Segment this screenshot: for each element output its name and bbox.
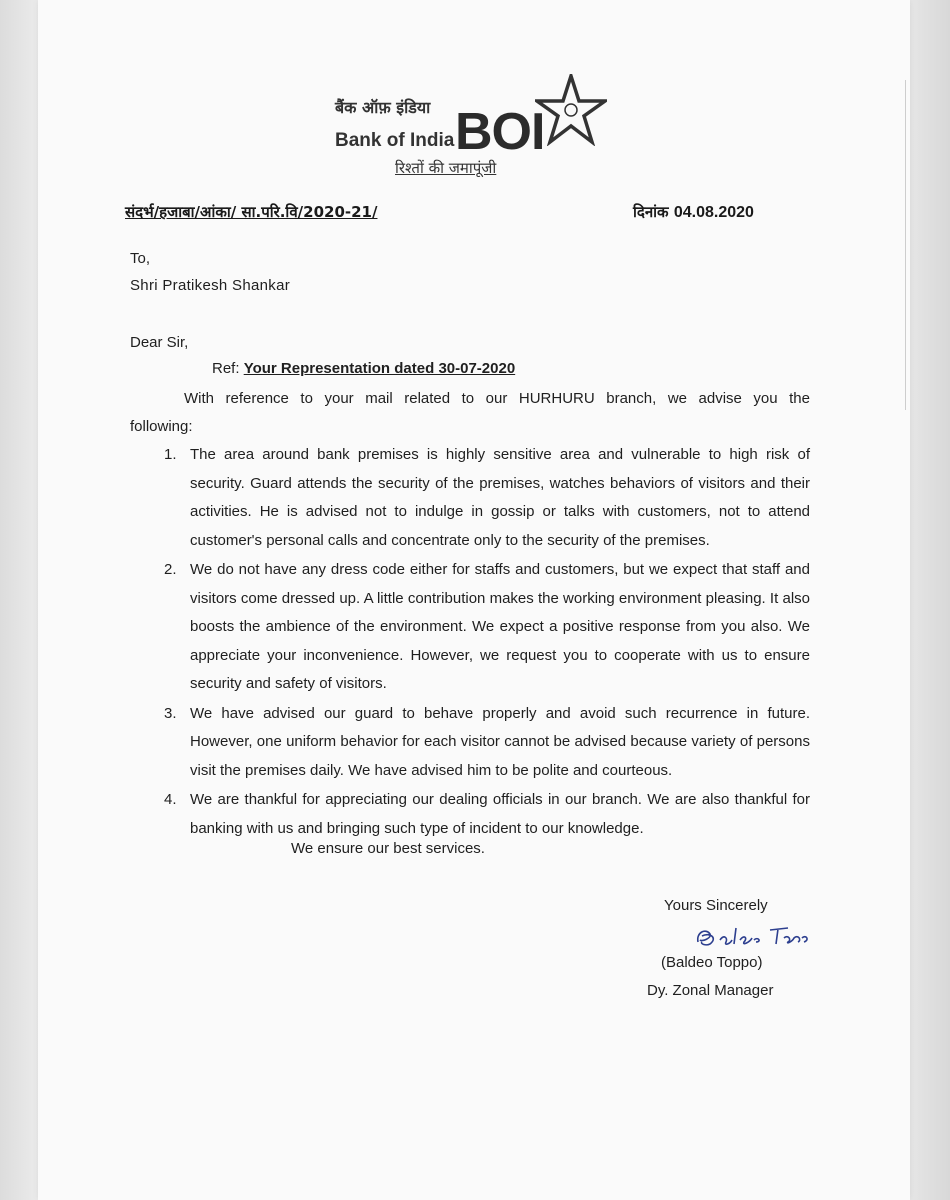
bank-logo — [335, 96, 610, 186]
date-label: दिनांक — [633, 203, 669, 221]
greeting: Dear Sir, — [130, 334, 189, 351]
star-icon — [535, 74, 607, 146]
letter-date — [633, 202, 754, 222]
intro-paragraph: With reference to your mail related to our HURHURU branch, we advise you the following: — [130, 390, 810, 435]
recipient-name: Shri Pratikesh Shankar — [130, 277, 291, 294]
logo-brand: BOI — [455, 103, 545, 161]
logo-english-name: Bank of India — [335, 130, 455, 151]
reference-number: संदर्भ/हजाबा/आंका/ सा.परि.वि/2020-21/ — [125, 203, 378, 221]
date-value: 04.08.2020 — [673, 204, 754, 221]
list-item — [130, 786, 810, 843]
item-number: 1. — [164, 446, 177, 463]
logo-tagline: रिश्तों की जमापूंजी — [395, 159, 497, 177]
item-text: We are thankful for appreciating our dealing officials in our branch. We are also thankful for banking with us and bringing such type of incident to our knowledge. — [190, 791, 810, 837]
subject-line — [212, 360, 515, 377]
valediction: Yours Sincerely — [664, 897, 768, 914]
points-list — [130, 441, 810, 844]
signatory-name: (Baldeo Toppo) — [661, 954, 763, 971]
item-number: 4. — [164, 791, 177, 808]
subject-text: Your Representation dated 30-07-2020 — [243, 360, 516, 377]
recipient-to: To, — [130, 250, 151, 267]
handwritten-signature — [692, 920, 812, 954]
item-text: The area around bank premises is highly sensitive area and vulnerable to high risk of security. Guard attends the security of the premises, watches behaviors of visitors and their activities. He is advised not to indulge in gossip or talks with customers, not to attend customer's personal calls and concentrate only to the security of the premises. — [190, 446, 810, 549]
list-item — [130, 441, 810, 555]
list-item — [130, 556, 810, 699]
item-number: 3. — [164, 704, 177, 722]
subject-label: Ref: — [212, 360, 240, 377]
item-number: 2. — [164, 561, 177, 578]
logo-hindi-name: बैंक ऑफ़ इंडिया — [335, 98, 431, 117]
signatory-designation: Dy. Zonal Manager — [647, 982, 774, 999]
item-text: We do not have any dress code either for staffs and customers, but we expect that staff and visitors come dressed up. A little contribution makes the working environment pleasing. It also boosts the ambience of the environment. We expect a positive response from you also. We appreciate your inconvenience. However, we request you to cooperate with us to ensure security and safety of visitors. — [190, 561, 810, 692]
closing-line: We ensure our best services. — [291, 840, 485, 857]
page-fold-line — [905, 80, 906, 410]
item-text: We have advised our guard to behave properly and avoid such recurrence in future. However, one uniform behavior for each visitor cannot be advised because variety of persons visit the premises daily. We have advised him to be polite and courteous. — [190, 704, 810, 779]
list-item — [130, 700, 810, 786]
